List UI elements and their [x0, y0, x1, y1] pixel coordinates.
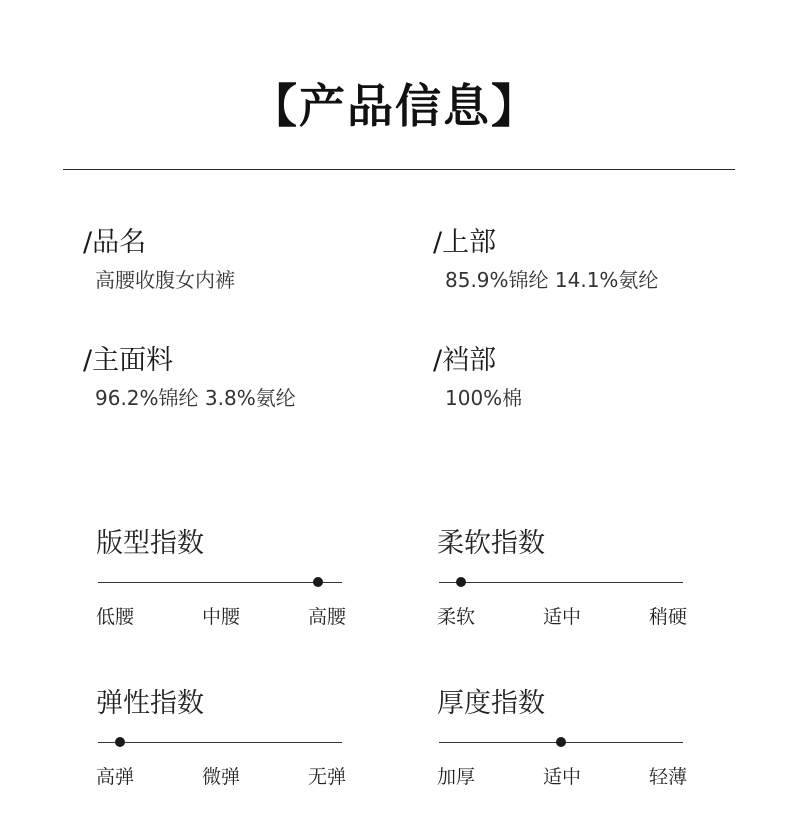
index-ticks — [437, 762, 687, 789]
info-value: 高腰收腹女内裤 — [95, 268, 235, 292]
thickness-index — [437, 688, 687, 788]
tick-label: 低腰 — [96, 606, 135, 628]
elasticity-index — [96, 688, 346, 788]
index-track — [98, 582, 342, 583]
info-label: /品名 — [83, 227, 147, 258]
info-label: /上部 — [433, 227, 497, 258]
info-value: 96.2%锦纶 3.8%氨纶 — [95, 386, 296, 410]
index-marker — [115, 737, 125, 747]
tick-label: 适中 — [542, 606, 581, 628]
info-upper — [433, 229, 658, 290]
info-label: /裆部 — [433, 345, 497, 376]
tick-label: 高弹 — [96, 766, 135, 788]
index-title: 版型指数 — [96, 528, 204, 559]
index-ticks — [96, 762, 346, 789]
index-track — [439, 582, 683, 583]
index-marker — [456, 577, 466, 587]
tick-label: 加厚 — [437, 766, 476, 788]
tick-label: 中腰 — [201, 606, 240, 628]
tick-label: 柔软 — [437, 606, 476, 628]
tick-label: 轻薄 — [648, 766, 687, 788]
tick-label: 稍硬 — [648, 606, 687, 628]
info-main-fabric — [83, 347, 296, 408]
page-title: 【产品信息】 — [251, 79, 539, 133]
info-value: 100%棉 — [445, 386, 523, 410]
softness-index — [437, 528, 687, 628]
tick-label: 适中 — [542, 766, 581, 788]
info-crotch — [433, 347, 522, 408]
info-label: /主面料 — [83, 345, 174, 376]
tick-label: 高腰 — [307, 606, 346, 628]
index-track — [98, 742, 342, 743]
index-title: 柔软指数 — [437, 528, 545, 559]
index-marker — [313, 577, 323, 587]
index-title: 弹性指数 — [96, 688, 204, 719]
title-divider — [63, 169, 735, 170]
fit-index — [96, 528, 346, 628]
info-name — [83, 229, 235, 290]
tick-label: 无弹 — [307, 766, 346, 788]
info-value: 85.9%锦纶 14.1%氨纶 — [445, 268, 659, 292]
index-marker — [556, 737, 566, 747]
index-title: 厚度指数 — [437, 688, 545, 719]
index-ticks — [437, 602, 687, 629]
index-ticks — [96, 602, 346, 629]
tick-label: 微弹 — [201, 766, 240, 788]
